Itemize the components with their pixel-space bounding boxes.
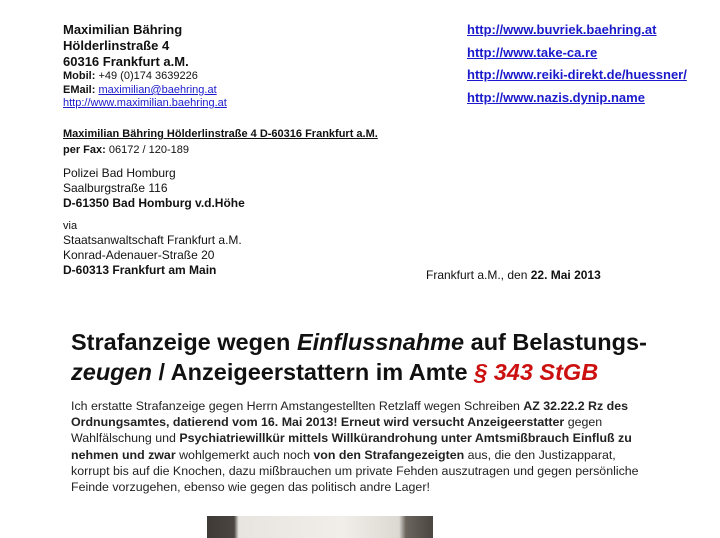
sender-city: 60316 Frankfurt a.M. (63, 54, 189, 69)
sender-email (63, 84, 217, 96)
via-line1: Staatsanwaltschaft Frankfurt a.M. (63, 233, 242, 247)
link-buvriek[interactable]: http://www.buvriek.baehring.at (467, 22, 657, 37)
body-t5: wohlgemerkt auch noch (175, 447, 314, 462)
fax-number: 06172 / 120-189 (108, 144, 189, 156)
recipient-line1: Polizei Bad Homburg (63, 166, 176, 180)
mobile-label: Mobil: (63, 70, 96, 82)
date-value: 22. Mai 2013 (530, 268, 601, 282)
body-paragraph (71, 398, 641, 495)
link-reiki[interactable]: http://www.reiki-direkt.de/huessner/ (467, 67, 687, 82)
body-t4: Psychiatriewillkür mittels Willkürandrohung unter Amtsmißbrauch Einfluß zu nehmen und zwar (71, 431, 632, 462)
fax-line (63, 144, 189, 156)
email-link[interactable]: maximilian@baehring.at (98, 84, 217, 96)
recipient-line2: Saalburgstraße 116 (63, 181, 168, 195)
fax-label: per Fax: (63, 144, 106, 156)
title-part2: Einflussnahme (296, 329, 465, 355)
sender-name: Maximilian Bähring (63, 22, 183, 37)
title-part5: / Anzeigeerstattern im Amte (151, 359, 475, 385)
link-nazis[interactable]: http://www.nazis.dynip.name (467, 90, 645, 105)
body-t1: Ich erstatte Strafanzeige gegen Herrn Amstangestellten Retzlaff wegen Schreiben (71, 399, 524, 413)
title-statute: § 343 StGB (474, 359, 599, 385)
return-address: Maximilian Bähring Hölderlinstraße 4 D-60316 Frankfurt a.M. (63, 128, 378, 140)
title-part4: zeugen (71, 359, 152, 385)
date-prefix: Frankfurt a.M., den (426, 268, 531, 282)
mobile-value: +49 (0)174 3639226 (98, 70, 198, 82)
via-label: via (63, 220, 78, 232)
title-part1: Strafanzeige wegen (71, 329, 297, 355)
link-take-care[interactable]: http://www.take-ca.re (467, 45, 598, 60)
via-line2: Konrad-Adenauer-Straße 20 (63, 248, 215, 262)
page-title (71, 327, 647, 387)
body-t3: gegen Wahlfälschung und (71, 415, 603, 446)
sender-mobile (63, 70, 198, 82)
email-label: EMail: (63, 84, 96, 96)
date-line (426, 268, 601, 282)
recipient-line3: D-61350 Bad Homburg v.d.Höhe (63, 196, 245, 210)
sender-street: Hölderlinstraße 4 (63, 38, 170, 53)
via-line3: D-60313 Frankfurt am Main (63, 263, 217, 277)
body-t6: von den Strafangezeigten (313, 447, 465, 462)
title-part3: auf Belastungs- (464, 329, 647, 355)
sender-website (63, 97, 227, 109)
website-link[interactable]: http://www.maximilian.baehring.at (63, 97, 227, 109)
document-photo (207, 516, 433, 538)
body-t2: AZ 32.22.2 Rz des Ordnungsamtes, datierend vom 16. Mai 2013! Erneut wird versucht Anzeigeerstatter (71, 399, 628, 430)
body-t7: aus, die den Justizapparat, korrupt bis auf die Knochen, dazu mißbrauchen um private Fehden auszutragen und gegen persönliche Feinde vorzugehen, ebenso wie gegen das politisch andre Lager! (71, 447, 639, 495)
